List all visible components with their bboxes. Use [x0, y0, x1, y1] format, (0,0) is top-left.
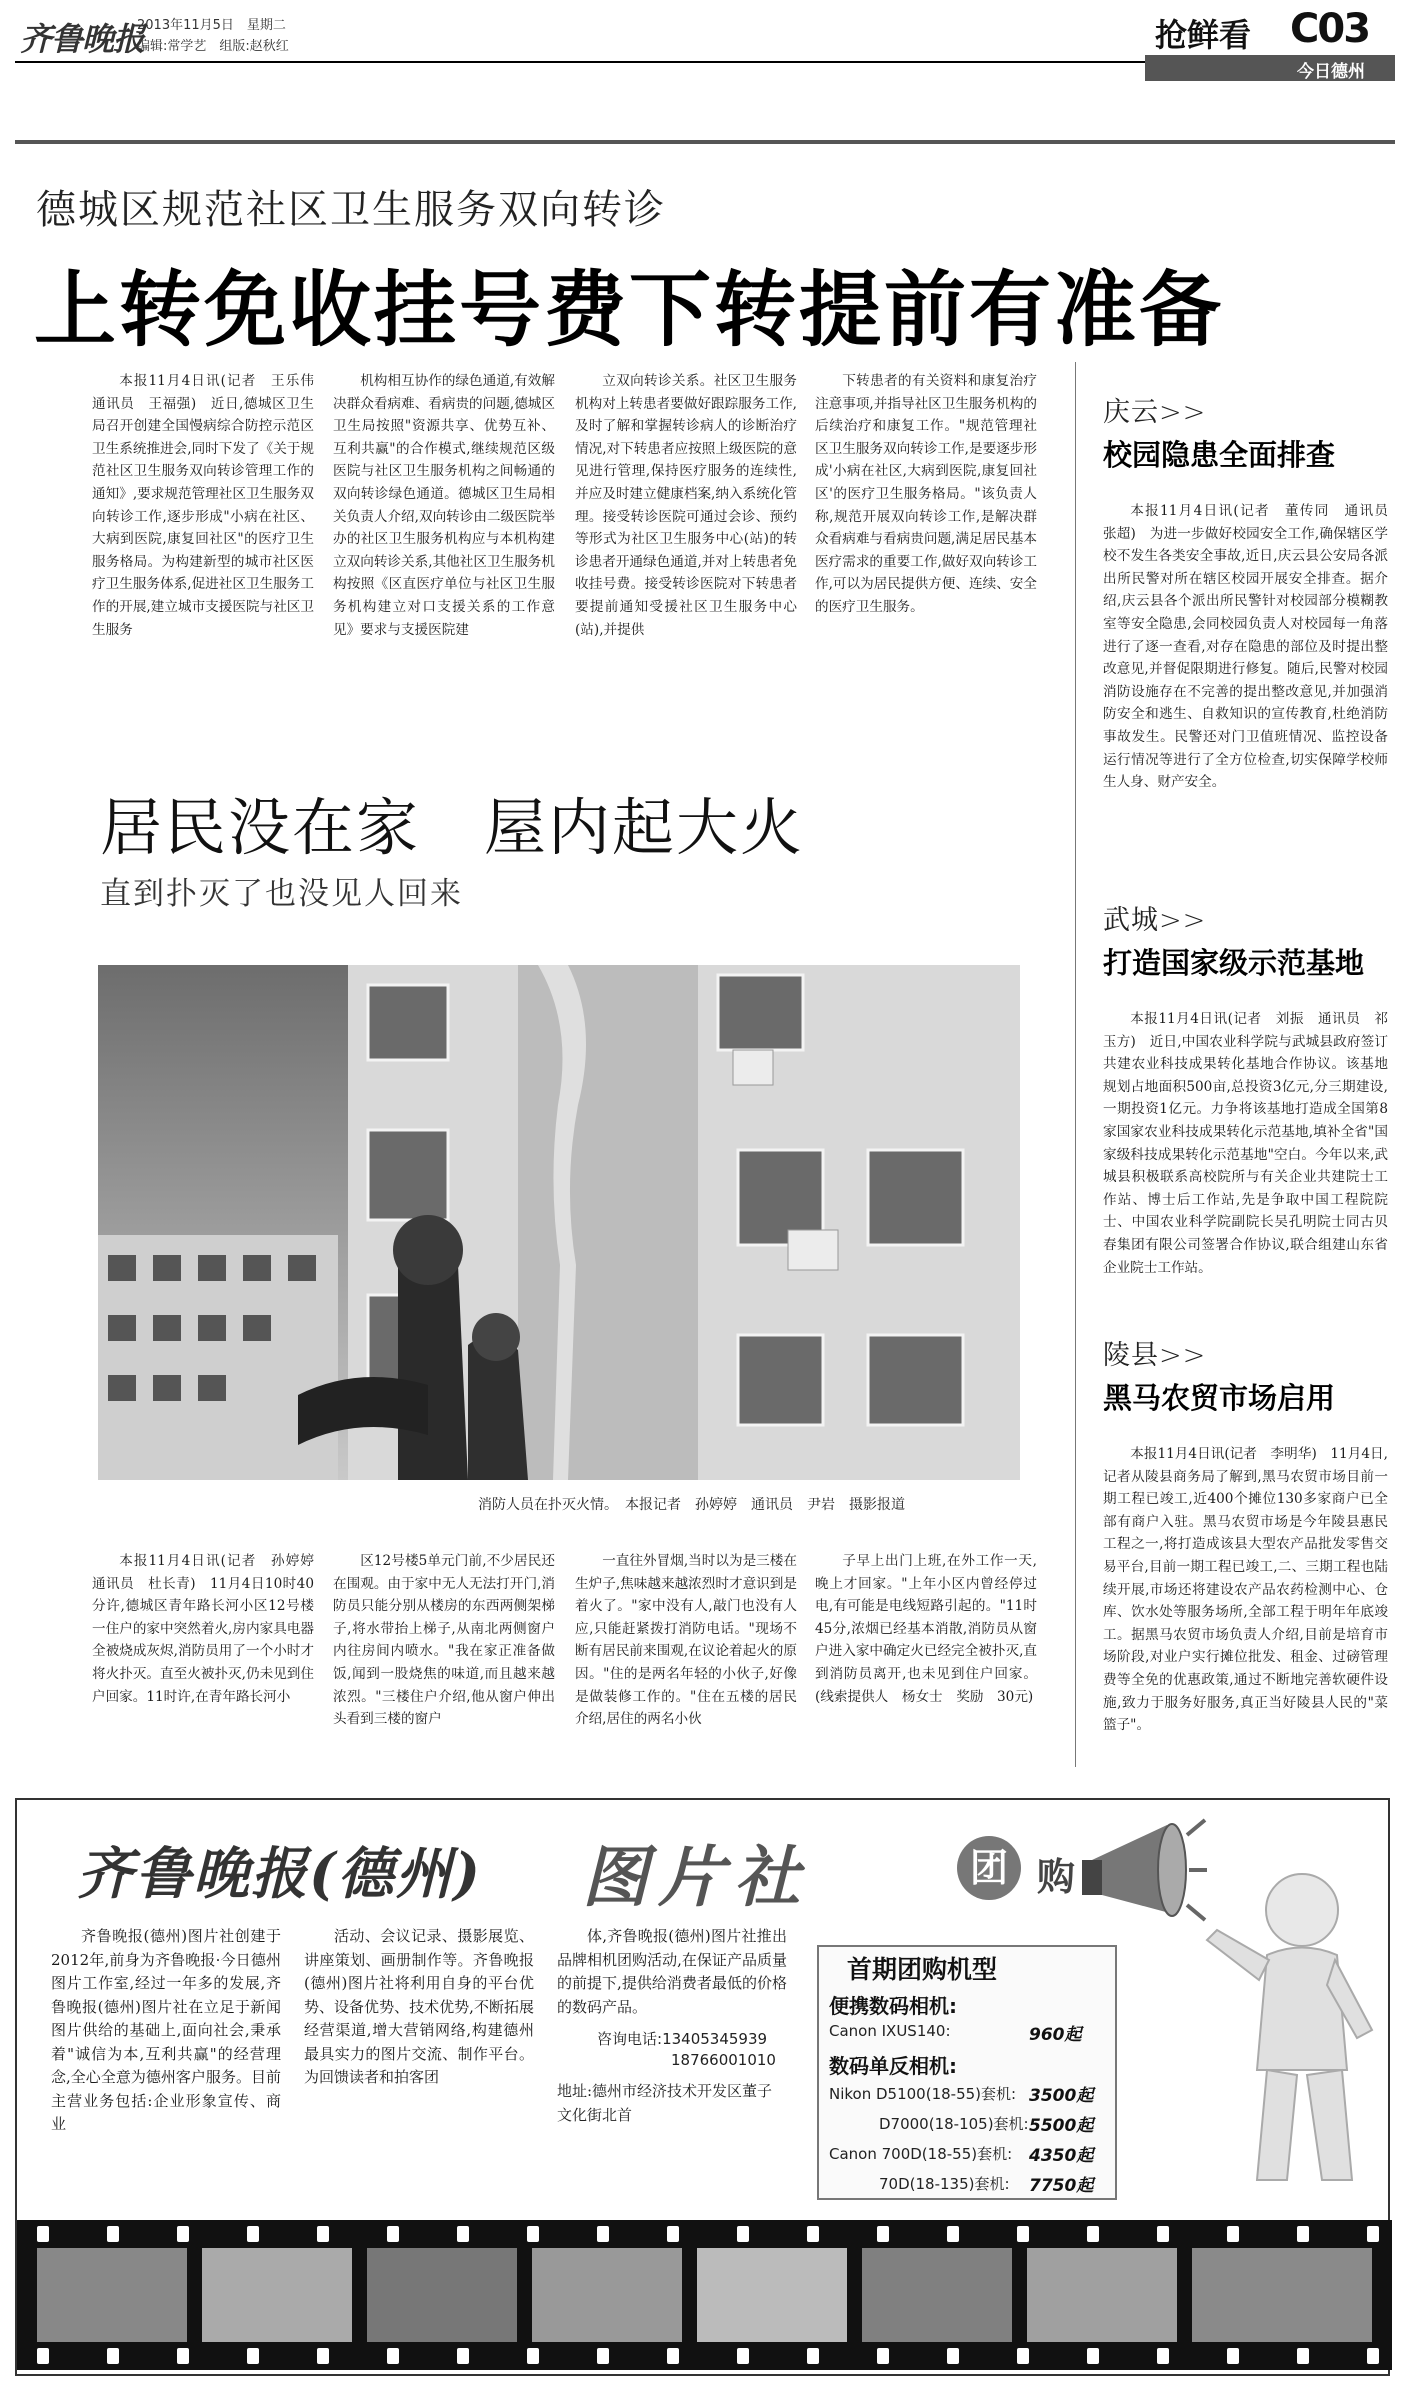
article1-col4: 下转患者的有关资料和康复治疗注意事项,并指导社区卫生服务机构的后续治疗和康复工作。"规范管理社区卫生服务双向转诊工作,是要逐步形成'小病在社区,大病到医院,康复回社区'的医疗卫生服务格局。"该负责人称,规范开展双向转诊工作,是解决群众看病难与看病贵问题,满足居民基本医疗需求的重要工作,做好双向转诊工作,可以为居民提供方便、连续、安全的医疗卫生服务。 — [815, 373, 1037, 615]
film-hole — [457, 2348, 469, 2364]
film-hole — [107, 2348, 119, 2364]
film-hole — [1017, 2226, 1029, 2242]
date-line: 2013年11月5日 星期二 — [137, 18, 286, 33]
model-name: Canon IXUS140: — [829, 2022, 951, 2040]
film-hole — [737, 2226, 749, 2242]
film-hole — [317, 2226, 329, 2242]
sidebar-title: 黑马农贸市场启用 — [1103, 1381, 1336, 1415]
film-hole — [317, 2348, 329, 2364]
sub-section-bar — [1145, 55, 1395, 81]
film-hole — [807, 2348, 819, 2364]
article1-title: 上转免收挂号费下转提前有准备 — [34, 263, 1225, 358]
editor-line: 编辑:常学艺 组版:赵秋红 — [137, 39, 289, 54]
sidebar-text: 本报11月4日讯(记者 刘振 通讯员 祁玉方) 近日,中国农业科学院与武城县政府签订共建农业科技成果转化基地合作协议。该基地规划占地面积500亩,总投资3亿元,分三期建设,一期投资1亿元。力争将该基地打造成全国第8家国家农业科技成果转化示范基地,填补全省"国家级科技成果转化示范基地"空白。今年以来,武城县积极联系高校院所与有关企业共建院士工作站、博士后工作站,先是争取中国工程院院士、中国农业科学院副院长吴孔明院士同古贝春集团有限公司签署合作协议,联合组建山东省企业院士工作站。 — [1103, 1011, 1388, 1276]
article1-col1: 本报11月4日讯(记者 王乐伟 通讯员 王福强) 近日,德城区卫生局召开创建全国慢病综合防控示范区卫生系统推进会,同时下发了《关于规范社区卫生服务双向转诊管理工作的通知》,要求规范管理社区卫生服务双向转诊工作,逐步形成"小病在社区、大病到医院,康复回社区"的医疗卫生服务格局。为构建新型的城市社区医疗卫生服务体系,促进社区卫生服务工作的开展,建立城市支援医院与社区卫生服务 — [92, 373, 328, 638]
film-hole — [1367, 2226, 1379, 2242]
film-frame — [202, 2248, 352, 2342]
film-frame — [37, 2248, 187, 2342]
model-name: Nikon D5100(18-55)套机: — [829, 2085, 1017, 2103]
film-hole — [877, 2348, 889, 2364]
masthead-rule — [15, 61, 1145, 63]
sidebar-lingxian — [1103, 1333, 1388, 1783]
top-rule — [15, 140, 1395, 144]
sidebar-title: 校园隐患全面排查 — [1103, 438, 1336, 472]
model-price: 3500起 — [1029, 2086, 1094, 2106]
sidebar-location: 武城>> — [1103, 905, 1207, 936]
film-hole — [1087, 2226, 1099, 2242]
film-frame — [367, 2248, 517, 2342]
ad-tag1: 团 — [957, 1836, 1021, 1900]
article2-subtitle: 直到扑灭了也没见人回来 — [100, 876, 463, 912]
sidebar-location: 陵县>> — [1103, 1340, 1207, 1371]
model-name: D7000(18-105)套机: — [879, 2115, 1029, 2133]
ad-brand2: 图片社 — [582, 1838, 810, 1916]
article2-col2: 区12号楼5单元门前,不少居民还在围观。由于家中无人无法打开门,消防员只能分别从楼房的东西两侧架梯子,将水带抬上梯子,从南北两侧窗户内往房间内喷水。"我在家正准备做饭,闻到一股烧焦的味道,而且越来越浓烈。"三楼住户介绍,他从窗户伸出头看到三楼的窗户 — [333, 1553, 555, 1728]
film-hole — [597, 2348, 609, 2364]
article2-col3: 一直往外冒烟,当时以为是三楼在生炉子,焦味越来越浓烈时才意识到是着火了。"家中没有人,敲门也没有人应,只能赶紧拨打消防电话。"现场不断有居民前来围观,在议论着起火的原因。"住的是两名年轻的小伙子,好像是做装修工作的。"住在五楼的居民介绍,居住的两名小伙 — [575, 1553, 797, 1728]
film-hole — [37, 2348, 49, 2364]
film-hole — [527, 2348, 539, 2364]
models-title: 首期团购机型 — [847, 1955, 998, 1984]
film-hole — [457, 2226, 469, 2242]
film-hole — [527, 2226, 539, 2242]
film-hole — [177, 2226, 189, 2242]
model-price: 4350起 — [1029, 2146, 1094, 2166]
fire-photo — [98, 965, 1020, 1480]
model-name: 70D(18-135)套机: — [879, 2175, 1010, 2193]
ad-col1: 齐鲁晚报(德州)图片社创建于2012年,前身为齐鲁晚报·今日德州图片工作室,经过一年多的发展,齐鲁晚报(德州)图片社在立足于新闻图片供给的基础上,面向社会,秉承着"诚信为本,互利共赢"的经营理念,全心全意为德州客户服务。目前主营业务包括:企业形象宣传、商业 — [51, 1927, 281, 2133]
film-hole — [667, 2348, 679, 2364]
section-label: 抢鲜看 — [1155, 16, 1252, 54]
film-frame — [532, 2248, 682, 2342]
film-frame — [862, 2248, 1012, 2342]
film-hole — [37, 2226, 49, 2242]
film-hole — [597, 2226, 609, 2242]
model-name: Canon 700D(18-55)套机: — [829, 2145, 1013, 2163]
mascot-figure — [1197, 1860, 1382, 2190]
sidebar-divider — [1075, 362, 1076, 1767]
film-frame — [697, 2248, 847, 2342]
film-hole — [1157, 2348, 1169, 2364]
models-cat2: 数码单反相机: — [829, 2054, 957, 2078]
model-price: 7750起 — [1029, 2176, 1094, 2196]
film-hole — [247, 2226, 259, 2242]
film-hole — [1367, 2348, 1379, 2364]
sidebar-location: 庆云>> — [1103, 397, 1207, 428]
sidebar-text: 本报11月4日讯(记者 李明华) 11月4日,记者从陵县商务局了解到,黑马农贸市场目前一期工程已竣工,近400个摊位130多家商户已全部有商户入驻。黑马农贸市场是今年陵县惠民工程之一,将打造成该县大型农产品批发零售交易平台,目前一期工程已竣工,二、三期工程也陆续开展,市场还将建设农产品农药检测中心、仓库、饮水处等服务场所,全部工程于明年年底竣工。据黑马农贸市场负责人介绍,目前是培育市场阶段,对业户实行摊位批发、租金、过磅管理费等全免的优惠政策,通过不断地完善软硬件设施,致力于服务好服务,真正当好陵县人民的"菜篮子"。 — [1103, 1446, 1388, 1734]
article2-col1: 本报11月4日讯(记者 孙婷婷 通讯员 杜长青) 11月4日10时40分许,德城区青年路长河小区12号楼一住户的家中突然着火,房内家具电器全被烧成灰烬,消防员用了一个小时才将火扑灭。直至火被扑灭,仍未见到住户回家。11时许,在青年路长河小 — [92, 1553, 328, 1705]
photo-caption: 消防人员在扑灭火情。 本报记者 孙婷婷 通讯员 尹岩 摄影报道 — [478, 1497, 905, 1513]
model-price: 5500起 — [1029, 2116, 1094, 2136]
sidebar-wucheng — [1103, 898, 1388, 1326]
sidebar-title: 打造国家级示范基地 — [1103, 946, 1365, 980]
masthead-logo: 齐鲁晚报 — [20, 20, 145, 58]
model-price: 960起 — [1029, 2025, 1082, 2045]
film-hole — [387, 2348, 399, 2364]
film-hole — [177, 2348, 189, 2364]
film-hole — [1297, 2348, 1309, 2364]
ad-col2: 活动、会议记录、摄影展览、讲座策划、画册制作等。齐鲁晚报(德州)图片社将利用自身的平台优势、设备优势、技术优势,不断拓展经营渠道,增大营销网络,构建德州最具实力的图片交流、制作平台。为回馈读者和拍客团 — [304, 1927, 534, 2086]
ad-phone2: 18766001010 — [671, 2051, 776, 2069]
article1-col3: 立双向转诊关系。社区卫生服务机构对上转患者要做好跟踪服务工作,及时了解和掌握转诊病人的诊断治疗情况,对下转患者应按照上级医院的意见进行管理,保持医疗服务的连续性,并应及时建立健康档案,纳入系统化管理。接受转诊医院可通过会诊、预约等形式为社区卫生服务中心(站)的转诊患者开通绿色通道,并对上转患者免收挂号费。接受转诊医院对下转患者要提前通知受援社区卫生服务中心(站),并提供 — [575, 373, 797, 638]
ad-box — [15, 1798, 1390, 2376]
models-cat1: 便携数码相机: — [829, 1994, 957, 2018]
ad-tag2: 购 — [1037, 1855, 1076, 1899]
ad-phone-label: 咨询电话: — [597, 2030, 663, 2048]
article1-col2: 机构相互协作的绿色通道,有效解决群众看病难、看病贵的问题,德城区卫生局按照"资源共享、优势互补、互利共赢"的合作模式,继续规范区级医院与社区卫生服务机构之间畅通的双向转诊绿色通道。德城区卫生局相关负责人介绍,双向转诊由二级医院举办的社区卫生服务机构应与本机构建立双向转诊关系,其他社区卫生服务机构按照《区直医疗单位与社区卫生服务机构建立对口支援关系的工作意见》要求与支援医院建 — [333, 373, 555, 638]
film-hole — [1227, 2348, 1239, 2364]
film-hole — [947, 2226, 959, 2242]
megaphone-icon — [1077, 1815, 1207, 1935]
ad-col3: 体,齐鲁晚报(德州)图片社推出品牌相机团购活动,在保证产品质量的前提下,提供给消费者最低的价格的数码产品。 — [557, 1927, 787, 2016]
film-hole — [1227, 2226, 1239, 2242]
film-hole — [387, 2226, 399, 2242]
film-hole — [1297, 2226, 1309, 2242]
ad-phone1: 13405345939 — [662, 2030, 768, 2048]
film-hole — [107, 2226, 119, 2242]
film-strip — [17, 2220, 1392, 2370]
ad-brand: 齐鲁晚报(德州) — [77, 1841, 482, 1907]
film-hole — [877, 2226, 889, 2242]
sub-section-label: 今日德州 — [1297, 62, 1365, 82]
ad-address: 地址:德州市经济技术开发区董子文化街北首 — [557, 2082, 773, 2124]
film-hole — [1017, 2348, 1029, 2364]
film-hole — [737, 2348, 749, 2364]
film-hole — [247, 2348, 259, 2364]
ad-phone — [597, 2028, 767, 2051]
film-hole — [1157, 2226, 1169, 2242]
film-frame — [1027, 2248, 1177, 2342]
film-hole — [1087, 2348, 1099, 2364]
film-frame — [1192, 2248, 1372, 2342]
film-hole — [947, 2348, 959, 2364]
article1-subtitle: 德城区规范社区卫生服务双向转诊 — [36, 187, 666, 233]
film-hole — [807, 2226, 819, 2242]
sidebar-text: 本报11月4日讯(记者 董传同 通讯员 张超) 为进一步做好校园安全工作,确保辖区学校不发生各类安全事故,近日,庆云县公安局各派出所民警对所在辖区校园开展安全排查。据介绍,庆云县各个派出所民警针对校园部分模糊教室等安全隐患,会同校园负责人对校园每一角落进行了逐一查看,对存在隐患的部位及时提出整改意见,并督促限期进行修复。随后,民警对校园消防设施存在不完善的提出整改意见,并加强消防安全和逃生、自救知识的宣传教育,杜绝消防事故发生。民警还对门卫值班情况、监控设备运行情况等进行了全方位检查,切实保障学校师生人身、财产安全。 — [1103, 503, 1402, 791]
page-number: C03 — [1290, 6, 1370, 52]
film-hole — [667, 2226, 679, 2242]
sidebar-qingyun — [1103, 390, 1402, 886]
article2-col4: 子早上出门上班,在外工作一天,晚上才回家。"上年小区内曾经停过电,有可能是电线短路引起的。"11时45分,浓烟已经基本消散,消防员从窗户进入家中确定火已经完全被扑灭,直到消防员离开,也未见到住户回家。(线索提供人 杨女士 奖励 30元) — [815, 1553, 1037, 1705]
article2-title: 居民没在家 屋内起大火 — [100, 791, 805, 864]
